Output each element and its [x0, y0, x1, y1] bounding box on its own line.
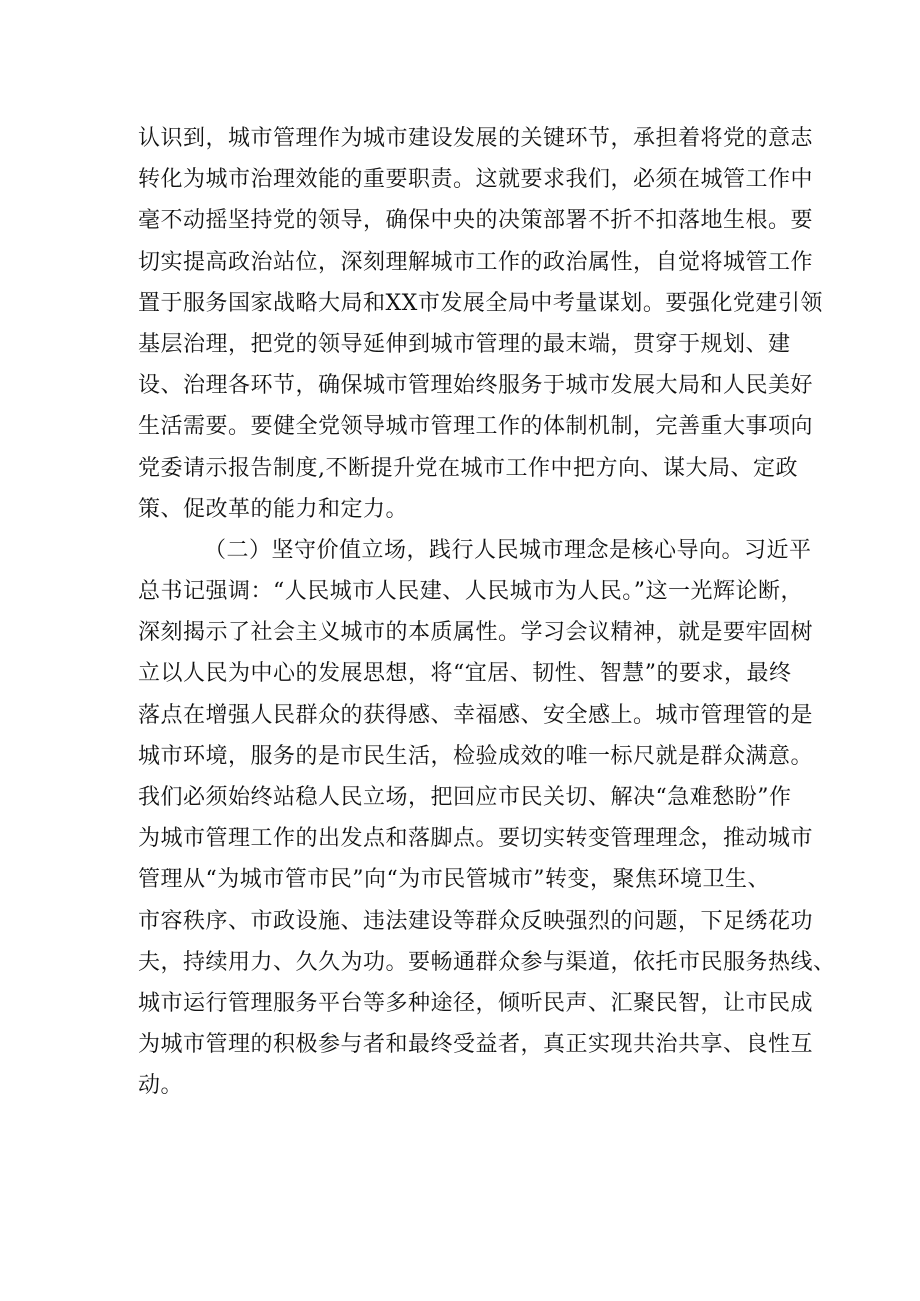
section-heading-line: （二）坚守价值立场，践行人民城市理念是核心导向。习近平 [204, 537, 812, 563]
text-line: 夫，持续用力、久久为功。要畅通群众参与渠道，依托市民服务热线、 [138, 949, 836, 975]
text-line: 毫不动摇坚持党的领导，确保中央的决策部署不折不扣落地生根。要 [138, 208, 814, 234]
text-line: 城市环境，服务的是市民生活，检验成效的唯一标尺就是群众满意。 [138, 743, 814, 769]
text-line: 深刻揭示了社会主义城市的本质属性。学习会议精神，就是要牢固树 [138, 620, 814, 646]
text-line: 转化为城市治理效能的重要职责。这就要求我们，必须在城管工作中 [138, 167, 814, 193]
text-line: 党委请示报告制度,不断提升党在城市工作中把方向、谋大局、定政 [138, 455, 798, 481]
text-line: 为城市管理的积极参与者和最终受益者，真正实现共治共享、良性互 [138, 1032, 814, 1058]
text-line: 城市运行管理服务平台等多种途径，倾听民声、汇聚民智，让市民成 [138, 990, 814, 1016]
text-line: 生活需要。要健全党领导城市管理工作的体制机制，完善重大事项向 [138, 414, 814, 440]
text-line: 设、治理各环节，确保城市管理始终服务于城市发展大局和人民美好 [138, 373, 814, 399]
text-line: 置于服务国家战略大局和XX市发展全局中考量谋划。要强化党建引领 [138, 290, 823, 316]
text-line: 认识到，城市管理作为城市建设发展的关键环节，承担着将党的意志 [138, 126, 814, 151]
text-line: 立以人民为中心的发展思想，将“宜居、韧性、智慧”的要求，最终 [138, 661, 792, 687]
paragraph-party-leadership [138, 118, 823, 530]
text-line: 我们必须始终站稳人民立场，把回应市民关切、解决“急难愁盼”作 [138, 785, 792, 810]
text-line: 总书记强调：“人民城市人民建、人民城市为人民。”这一光辉论断， [138, 579, 803, 605]
text-line: 基层治理，把党的领导延伸到城市管理的最末端，贯穿于规划、建 [138, 331, 791, 357]
text-line: 落点在增强人民群众的获得感、幸福感、安全感上。城市管理管的是 [138, 702, 814, 728]
text-line: 市容秩序、市政设施、违法建设等群众反映强烈的问题，下足绣花功 [138, 908, 814, 934]
text-line: 策、促改革的能力和定力。 [138, 496, 409, 522]
text-line: 动。 [138, 1073, 184, 1099]
text-line: 为城市管理工作的出发点和落脚点。要切实转变管理理念，推动城市 [138, 826, 814, 852]
text-line: 切实提高政治站位，深刻理解城市工作的政治属性，自觉将城管工作 [138, 249, 814, 275]
paragraph-people-city [138, 530, 836, 1107]
body-text [138, 118, 836, 1107]
text-line: 管理从“为城市管市民”向“为市民管城市”转变，聚焦环境卫生、 [138, 867, 770, 893]
